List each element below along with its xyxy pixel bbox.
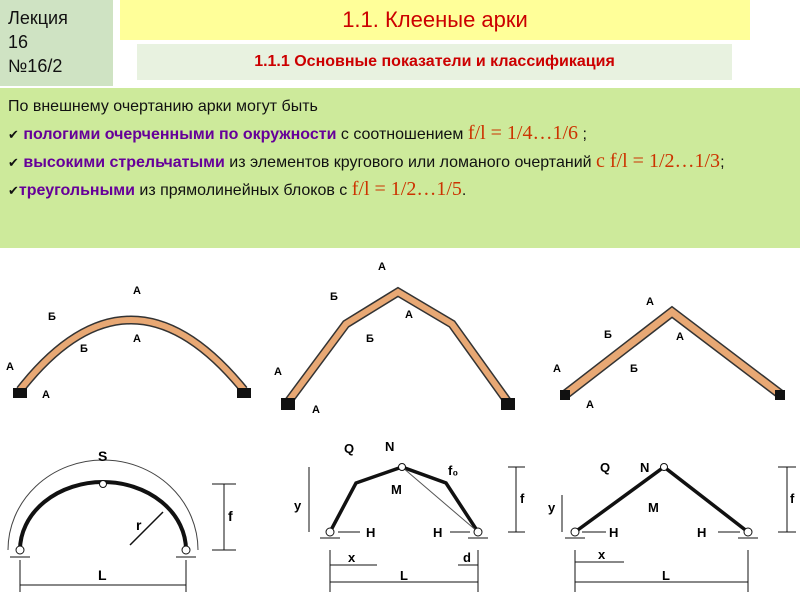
support-left — [13, 388, 27, 398]
item3-bold: треугольными — [18, 182, 135, 199]
label-b: Б — [366, 333, 374, 345]
label-a: А — [553, 363, 561, 375]
label-a: А — [586, 399, 594, 411]
label-m: M — [391, 482, 402, 497]
section-subtitle: 1.1.1 Основные показатели и классификация — [137, 44, 732, 80]
label-y: y — [294, 498, 302, 513]
lecture-code: №16/2 — [8, 56, 63, 76]
lecture-label — [0, 0, 113, 86]
label-l: L — [662, 568, 670, 583]
label-b: Б — [330, 291, 338, 303]
checkmark-icon: ✔ — [8, 127, 19, 142]
label-q: Q — [600, 460, 611, 475]
radius-arrow — [130, 512, 163, 545]
pointed-scheme — [294, 439, 525, 592]
support-right — [237, 388, 251, 398]
label-a: А — [42, 389, 50, 401]
label-b: Б — [630, 363, 638, 375]
lecture-word: Лекция — [8, 8, 68, 28]
hinge-right — [744, 528, 752, 536]
crown-hinge — [661, 464, 668, 471]
hinge-left — [326, 528, 334, 536]
item1-end: ; — [578, 126, 587, 143]
item2-end: ; — [720, 154, 725, 171]
label-f0: f₀ — [448, 463, 459, 478]
circular-arch — [6, 285, 251, 401]
label-n: N — [640, 460, 650, 475]
label-h: H — [433, 525, 443, 540]
arch-drawings — [0, 252, 800, 422]
label-b: Б — [604, 329, 612, 341]
hinge-left — [16, 546, 24, 554]
label-n: N — [385, 439, 395, 454]
classification-text — [0, 88, 800, 248]
item3-ratio: f/l = 1/2…1/5 — [351, 178, 462, 200]
checkmark-icon: ✔ — [8, 155, 19, 170]
item2-bold: высокими стрельчатыми — [23, 154, 225, 171]
label-x: x — [598, 547, 606, 562]
label-b: Б — [48, 311, 56, 323]
item2-rest: из элементов кругового или ломаного очертаний — [224, 154, 597, 171]
checkmark-icon: ✔ — [8, 183, 19, 198]
label-f: f — [790, 491, 795, 506]
item1-bold: пологими очерченными по окружности — [23, 126, 337, 143]
label-a: А — [646, 296, 654, 308]
item3-end: . — [461, 182, 467, 199]
crown-hinge — [100, 481, 107, 488]
label-q: Q — [344, 441, 355, 456]
label-a: А — [133, 333, 141, 345]
hinge-right — [474, 528, 482, 536]
label-l: L — [400, 568, 408, 583]
label-m: M — [648, 500, 659, 515]
label-h: H — [366, 525, 376, 540]
label-h: H — [697, 525, 707, 540]
label-a: А — [405, 309, 413, 321]
label-r: r — [136, 517, 142, 533]
item1-rest: с соотношением — [336, 126, 468, 143]
hinge-left — [571, 528, 579, 536]
support-right — [775, 390, 785, 400]
label-l: L — [98, 567, 107, 583]
pointed-arch — [274, 261, 515, 416]
item3-rest: из прямолинейных блоков с — [134, 182, 352, 199]
lecture-number: 16 — [8, 32, 29, 52]
bullet-item-2 — [8, 148, 792, 176]
support-left — [281, 398, 295, 410]
label-b: Б — [80, 343, 88, 355]
crown-hinge — [399, 464, 406, 471]
item2-ratio: с f/l = 1/2…1/3 — [596, 150, 721, 172]
label-a: А — [133, 285, 141, 297]
label-a: А — [378, 261, 386, 273]
label-a: А — [274, 366, 282, 378]
page-title: 1.1. Клееные арки — [120, 0, 750, 40]
label-a: А — [676, 331, 684, 343]
bullet-item-3 — [8, 176, 792, 204]
label-d: d — [463, 550, 471, 565]
item1-ratio: f/l = 1/4…1/6 — [467, 122, 579, 144]
hinge-right — [182, 546, 190, 554]
triangular-scheme — [548, 460, 796, 592]
label-a: А — [6, 361, 14, 373]
arch-schemes — [0, 430, 800, 600]
bullet-item-1 — [8, 120, 792, 148]
label-a: А — [312, 404, 320, 416]
support-right — [501, 398, 515, 410]
label-f: f — [520, 491, 525, 506]
label-f: f — [228, 508, 233, 524]
label-h: H — [609, 525, 619, 540]
label-x: x — [348, 550, 356, 565]
support-left — [560, 390, 570, 400]
circular-scheme — [8, 448, 236, 592]
label-s: S — [98, 448, 108, 464]
triangular-arch — [553, 296, 785, 411]
intro-line: По внешнему очертанию арки могут быть — [8, 98, 318, 115]
label-y: y — [548, 500, 556, 515]
